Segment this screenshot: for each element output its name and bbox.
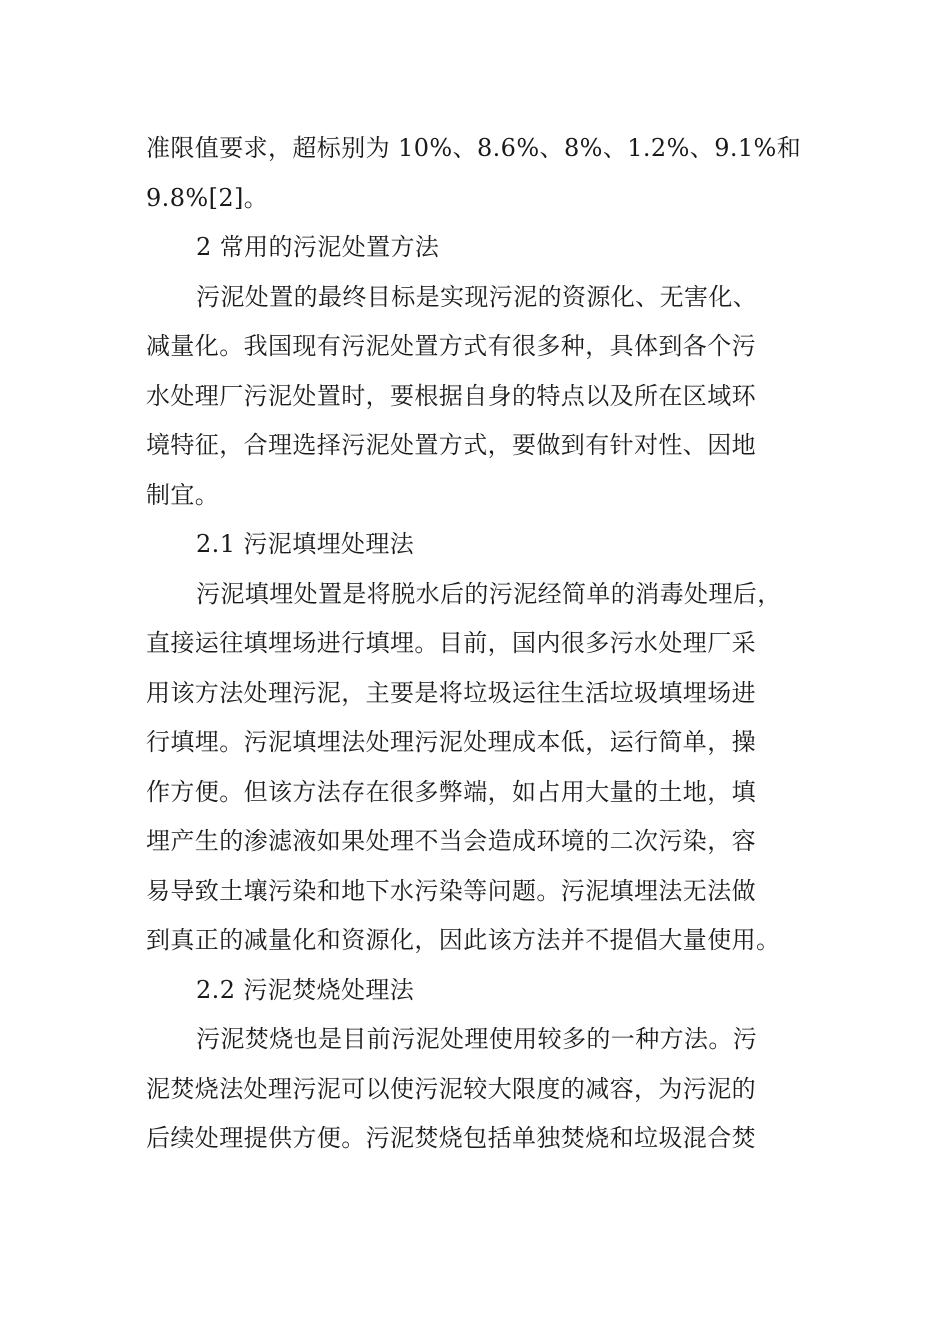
text-line: 行填埋。污泥填埋法处理污泥处理成本低，运行简单，操 [146, 728, 756, 756]
text-line: 制宜。 [146, 480, 220, 509]
text-line: 到真正的减量化和资源化，因此该方法并不提倡大量使用。 [146, 926, 781, 954]
text-line: 用该方法处理污泥，主要是将垃圾运往生活垃圾填埋场进 [146, 678, 756, 707]
section-heading: 2.2 污泥焚烧处理法 [196, 975, 415, 1004]
section-heading: 2.1 污泥填埋处理法 [196, 530, 415, 558]
document-body [146, 124, 802, 1164]
text-line: 泥焚烧法处理污泥可以使污泥较大限度的减容，为污泥的 [146, 1074, 756, 1103]
text-line: 埋产生的渗滤液如果处理不当会造成环境的二次污染，容 [146, 827, 756, 855]
text-line: 后续处理提供方便。污泥焚烧包括单独焚烧和垃圾混合焚 [146, 1124, 756, 1152]
text-line: 9.8%[2]。 [146, 183, 269, 212]
text-line: 污泥填埋处置是将脱水后的污泥经简单的消毒处理后， [196, 579, 782, 608]
text-line: 作方便。但该方法存在很多弊端，如占用大量的土地，填 [146, 777, 756, 806]
text-line: 减量化。我国现有污泥处置方式有很多种，具体到各个污 [146, 332, 756, 360]
text-line: 准限值要求，超标别为 10%、8.6%、8%、1.2%、9.1%和 [146, 134, 802, 162]
text-line: 直接运往填埋场进行填埋。目前，国内很多污水处理厂采 [146, 629, 756, 657]
text-line: 污泥处置的最终目标是实现污泥的资源化、无害化、 [196, 282, 758, 311]
text-line: 水处理厂污泥处置时，要根据自身的特点以及所在区域环 [146, 381, 756, 410]
text-line: 易导致土壤污染和地下水污染等问题。污泥填埋法无法做 [146, 876, 756, 905]
text-line: 污泥焚烧也是目前污泥处理使用较多的一种方法。污 [196, 1025, 758, 1053]
section-heading: 2 常用的污泥处置方法 [196, 233, 440, 261]
text-line: 境特征，合理选择污泥处置方式，要做到有针对性、因地 [146, 431, 756, 459]
